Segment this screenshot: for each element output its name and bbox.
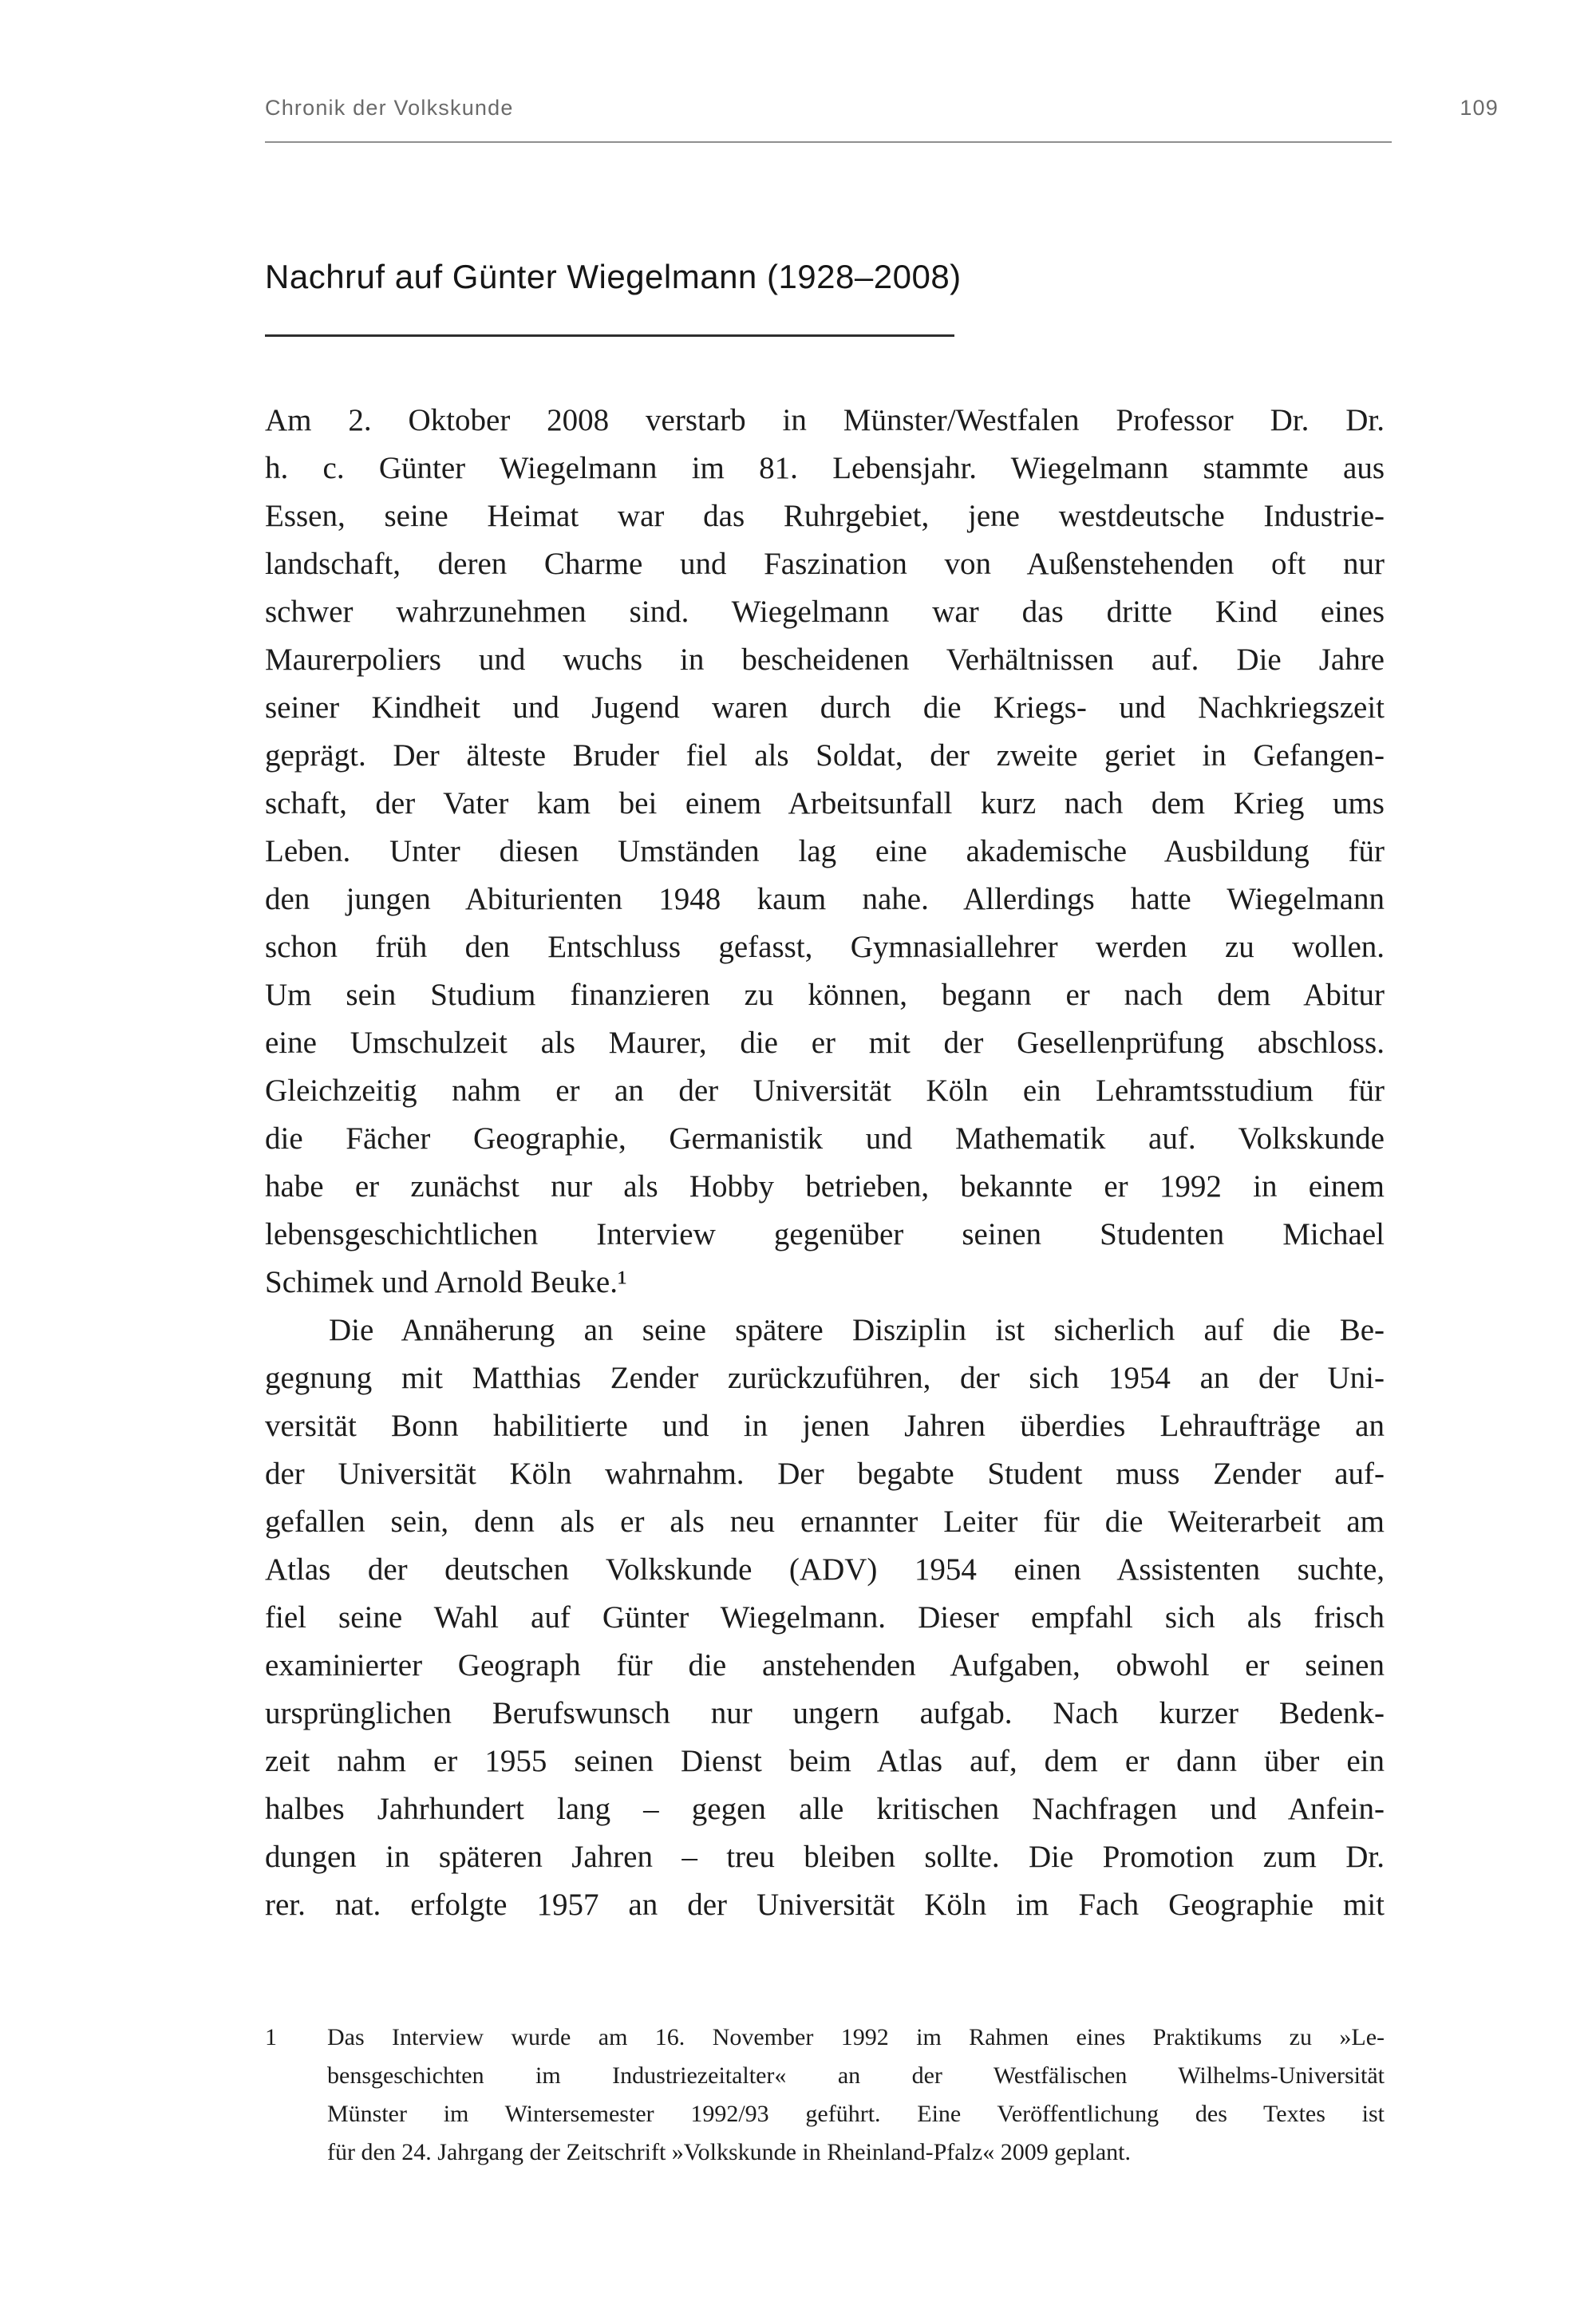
- article-title: Nachruf auf Günter Wiegelmann (1928–2008): [265, 258, 962, 295]
- running-header-title: Chronik der Volkskunde: [265, 96, 514, 120]
- body-text-line: Maurerpoliers und wuchs in bescheidenen Verhältnissen auf. Die Jahre: [265, 642, 1385, 677]
- body-text-line: rer. nat. erfolgte 1957 an der Universität Köln im Fach Geographie mit: [265, 1888, 1385, 1922]
- body-text-line: fiel seine Wahl auf Günter Wiegelmann. Dieser empfahl sich als frisch: [265, 1600, 1385, 1635]
- body-text-line: gefallen sein, denn als er als neu ernannter Leiter für die Weiterarbeit am: [265, 1504, 1385, 1539]
- body-text-line: versität Bonn habilitierte und in jenen Jahren überdies Lehraufträge an: [265, 1409, 1385, 1443]
- body-text-line: den jungen Abiturienten 1948 kaum nahe. Allerdings hatte Wiegelmann: [265, 882, 1385, 916]
- body-text-line: seiner Kindheit und Jugend waren durch die Kriegs- und Nachkriegszeit: [265, 690, 1385, 725]
- footnote-marker: 1: [265, 2024, 277, 2050]
- body-text-line: Essen, seine Heimat war das Ruhrgebiet, jene westdeutsche Industrie-: [265, 499, 1385, 533]
- body-text-line: Am 2. Oktober 2008 verstarb in Münster/Westfalen Professor Dr. Dr.: [265, 403, 1385, 437]
- page-number: 109: [1460, 96, 1499, 120]
- body-text-line: die Fächer Geographie, Germanistik und Mathematik auf. Volkskunde: [265, 1121, 1385, 1156]
- footnote: [265, 2018, 1385, 2172]
- footnote-text-line: bensgeschichten im Industriezeitalter« an der Westfälischen Wilhelms-Universität: [327, 2062, 1385, 2089]
- body-text-line: geprägt. Der älteste Bruder fiel als Soldat, der zweite geriet in Gefangen-: [265, 738, 1385, 773]
- body-text-line: Die Annäherung an seine spätere Disziplin ist sicherlich auf die Be-: [329, 1313, 1385, 1347]
- body-text-line: lebensgeschichtlichen Interview gegenüber seinen Studenten Michael: [265, 1217, 1385, 1251]
- body-text-line: h. c. Günter Wiegelmann im 81. Lebensjahr. Wiegelmann stammte aus: [265, 451, 1385, 485]
- body-text-line: schwer wahrzunehmen sind. Wiegelmann war das dritte Kind eines: [265, 595, 1385, 629]
- body-text-line: Gleichzeitig nahm er an der Universität Köln ein Lehramtsstudium für: [265, 1073, 1385, 1108]
- body-text-line: schaft, der Vater kam bei einem Arbeitsunfall kurz nach dem Krieg ums: [265, 786, 1385, 820]
- body-text-line: examinierter Geograph für die anstehenden Aufgaben, obwohl er seinen: [265, 1648, 1385, 1682]
- body-text-line: dungen in späteren Jahren – treu bleiben sollte. Die Promotion zum Dr.: [265, 1840, 1385, 1874]
- body-text-line: Um sein Studium finanzieren zu können, begann er nach dem Abitur: [265, 978, 1385, 1012]
- body-text-line: gegnung mit Matthias Zender zurückzuführen, der sich 1954 an der Uni-: [265, 1361, 1385, 1395]
- body-text-line: eine Umschulzeit als Maurer, die er mit der Gesellenprüfung abschloss.: [265, 1026, 1385, 1060]
- article-body: [265, 397, 1385, 1929]
- running-header: [265, 95, 1499, 121]
- title-underline: [265, 334, 954, 337]
- body-text-line: Leben. Unter diesen Umständen lag eine akademische Ausbildung für: [265, 834, 1385, 868]
- body-text-line: habe er zunächst nur als Hobby betrieben, bekannte er 1992 in einem: [265, 1169, 1385, 1204]
- footnote-text-line: für den 24. Jahrgang der Zeitschrift »Volkskunde in Rheinland-Pfalz« 2009 geplant.: [327, 2139, 1132, 2165]
- body-text-line: Atlas der deutschen Volkskunde (ADV) 1954 einen Assistenten suchte,: [265, 1552, 1385, 1587]
- footnote-text-line: Das Interview wurde am 16. November 1992 im Rahmen eines Praktikums zu »Le-: [327, 2024, 1385, 2050]
- footnote-text-line: Münster im Wintersemester 1992/93 geführt. Eine Veröffentlichung des Textes ist: [327, 2101, 1385, 2127]
- body-text-line: schon früh den Entschluss gefasst, Gymnasiallehrer werden zu wollen.: [265, 930, 1385, 964]
- body-text-line: landschaft, deren Charme und Faszination von Außenstehenden oft nur: [265, 547, 1385, 581]
- body-text-line: zeit nahm er 1955 seinen Dienst beim Atlas auf, dem er dann über ein: [265, 1744, 1385, 1778]
- body-text-line: ursprünglichen Berufswunsch nur ungern aufgab. Nach kurzer Bedenk-: [265, 1696, 1385, 1730]
- footnote-text: [327, 2018, 1385, 2172]
- body-text-line: halbes Jahrhundert lang – gegen alle kritischen Nachfragen und Anfein-: [265, 1792, 1385, 1826]
- body-text-line: der Universität Köln wahrnahm. Der begabte Student muss Zender auf-: [265, 1457, 1385, 1491]
- header-rule: [265, 141, 1392, 143]
- body-text-line: Schimek und Arnold Beuke.¹: [265, 1265, 627, 1299]
